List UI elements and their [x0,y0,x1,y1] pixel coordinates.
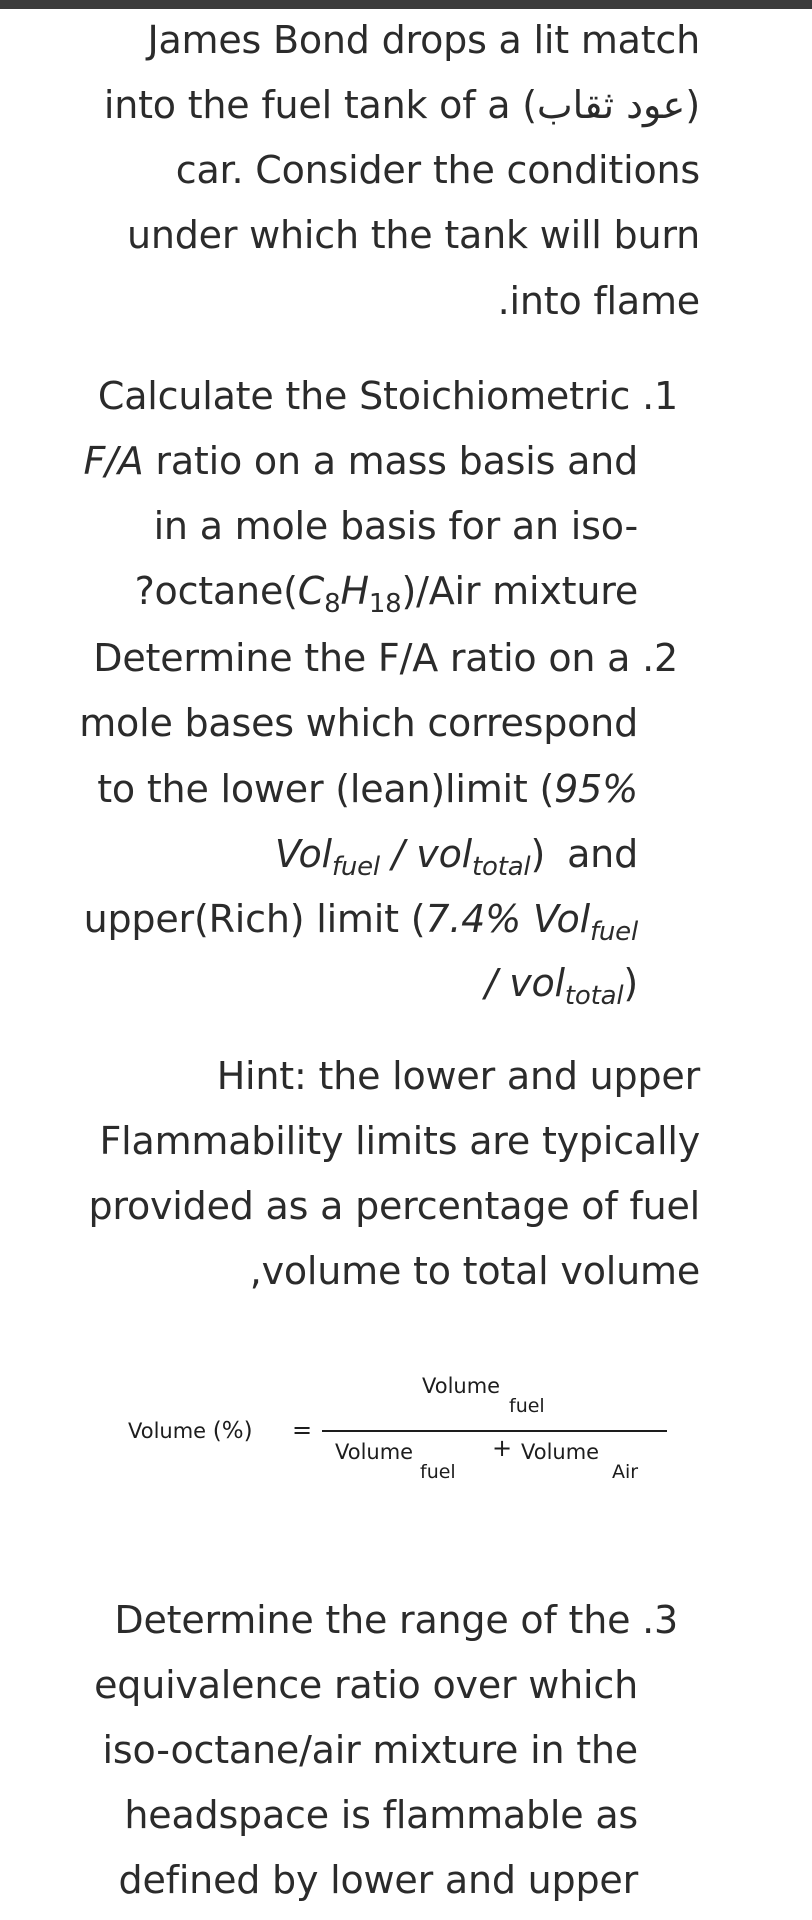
q1-fa-italic: F/A [83,439,144,483]
q1-line-1: Calculate the Stoichiometric .1 [97,374,678,418]
formula-denominator-word-1: Volume [335,1440,414,1464]
formula-lhs: Volume (%) [128,1418,253,1444]
q3-line-2: equivalence ratio over which [94,1663,638,1707]
q2-line-4: Vol$_{fuel}$ / vol$_{total}$) and [274,832,638,882]
formula-denominator-sub-1: fuel [420,1461,456,1483]
intro-line-1: James Bond drops a lit match [147,18,700,62]
q3-line-5: defined by lower and upper [118,1858,638,1902]
q2-line-2: mole bases which correspond [79,701,638,745]
q1-line-2: F/A ratio on a mass basis and [83,439,638,483]
q1-line-4: $?octane(C_8H_{18})$/Air mixture [134,569,638,619]
formula-denominator-sub-2: Air [612,1461,639,1483]
q3-line-1: Determine the range of the .3 [114,1598,678,1642]
intro-line-4: under which the tank will burn [126,213,700,257]
q2-line-3: to the lower (lean)limit (95% [97,767,638,811]
q3-line-3: iso-octane/air mixture in the [102,1728,638,1772]
formula-fraction-bar [322,1430,667,1432]
hint-line-2: Flammability limits are typically [99,1119,700,1163]
intro-line-3: car. Consider the conditions [175,148,700,192]
top-bar [0,0,812,9]
formula-plus: + [492,1434,513,1462]
hint-line-1: Hint: the lower and upper [216,1054,700,1098]
q1-line-3: in a mole basis for an iso- [153,504,638,548]
q2-line-5: upper(Rich) limit (7.4% Vol$_{fuel}$ [83,897,638,947]
formula-equals: = [292,1416,313,1444]
hint-line-3: provided as a percentage of fuel [88,1184,700,1228]
q3-line-4: headspace is flammable as [124,1793,638,1837]
formula-denominator-word-2: Volume [521,1440,600,1464]
formula-numerator-word: Volume [422,1374,501,1398]
intro-line-5: .into flame [497,279,700,323]
volume-percent-formula [120,1370,680,1500]
intro-line-2: into the fuel tank of a (عود ثقاب) [103,83,700,127]
q2-line-6: / vol$_{total}$) [484,961,638,1011]
hint-line-4: ,volume to total volume [249,1249,700,1293]
q2-line-1: Determine the F/A ratio on a .2 [93,636,678,680]
formula-numerator-sub: fuel [509,1395,545,1417]
